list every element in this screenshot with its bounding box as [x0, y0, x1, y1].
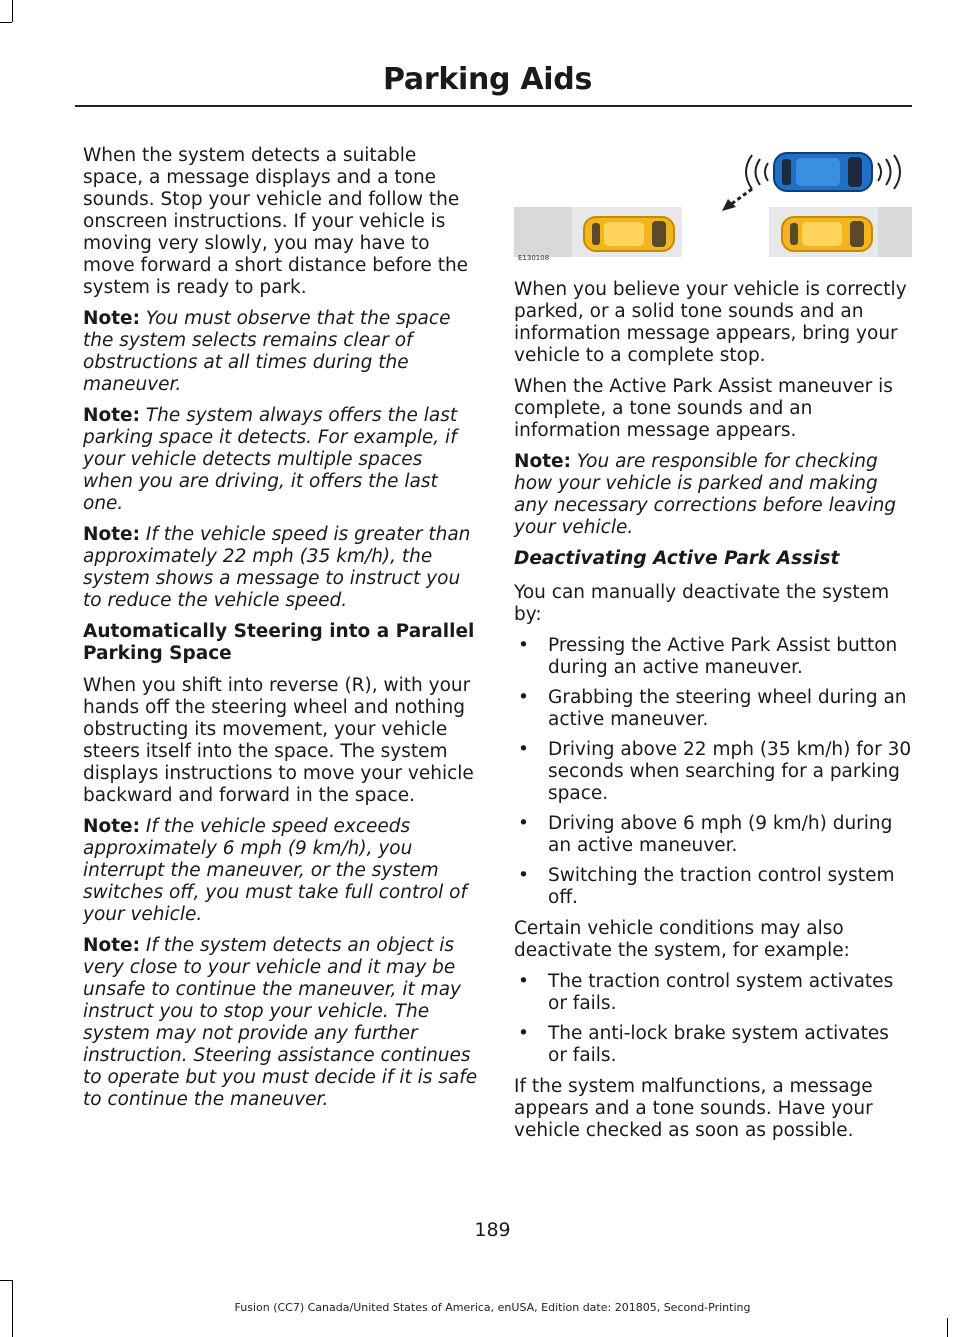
footer: Fusion (CC7) Canada/United States of America, enUSA, Edition date: 201805, Second-Printing: [234, 1301, 751, 1314]
paragraph: When the system detects a suitable space, a message displays and a tone sounds. Stop your vehicle and follow the onscreen instructions. If your vehicle is moving very slowly, you may have to move forward a short distance before the system is ready to park.: [83, 145, 469, 298]
note: [83, 524, 478, 612]
bullet: •: [518, 635, 529, 656]
section-heading: Automatically Steering into a Parallel Parking Space: [83, 621, 475, 664]
paragraph: When you shift into reverse (R), with your hands off the steering wheel and nothing obstructing its movement, your vehicle steers itself into the space. The system displays instructions to move your vehicle backward and forward in the space.: [83, 675, 474, 806]
list-item-text: Driving above 22 mph (35 km/h) for 30 seconds when searching for a parking space.: [548, 739, 912, 804]
list-item-text: Switching the traction control system off.: [548, 865, 895, 908]
note-label: Note:: [83, 935, 140, 956]
parking-diagram: [514, 145, 912, 263]
list-item-text: Grabbing the steering wheel during an active maneuver.: [548, 687, 907, 730]
note: [514, 451, 912, 539]
paragraph: If the system malfunctions, a message appears and a tone sounds. Have your vehicle checked as soon as possible.: [514, 1076, 873, 1141]
bullet: •: [518, 739, 529, 760]
page-title: Parking Aids: [383, 62, 592, 97]
paragraph: When the Active Park Assist maneuver is complete, a tone sounds and an information message appears.: [514, 376, 893, 441]
left-column: [83, 145, 478, 1120]
note: [83, 935, 478, 1111]
active-vehicle: [774, 153, 872, 191]
section-heading: Deactivating Active Park Assist: [514, 548, 840, 569]
note-text: The system always offers the last parking space it detects. For example, if your vehicle detects multiple spaces when you are driving, it offers the last one.: [83, 405, 458, 514]
note: [83, 308, 478, 396]
list-item-text: The traction control system activates or fails.: [548, 971, 894, 1014]
bullet: •: [518, 865, 529, 886]
reverse-arrow-icon: [722, 189, 752, 211]
crop-mark: [12, 0, 13, 22]
list-item: [514, 1023, 912, 1067]
note-text: You are responsible for checking how your vehicle is parked and making any necessary corrections before leaving your vehicle.: [514, 451, 897, 538]
note-label: Note:: [514, 451, 571, 472]
note: [83, 405, 478, 515]
paragraph: Certain vehicle conditions may also deactivate the system, for example:: [514, 918, 850, 961]
note-text: If the vehicle speed is greater than approximately 22 mph (35 km/h), the system shows a message to instruct you to reduce the vehicle speed.: [83, 524, 471, 611]
list-item-text: The anti-lock brake system activates or fails.: [548, 1023, 889, 1066]
list-item: [514, 739, 912, 805]
parked-car-front: [584, 217, 674, 251]
list-item: [514, 865, 912, 909]
list-item: [514, 687, 912, 731]
crop-mark: [947, 1318, 948, 1337]
list-item: [514, 635, 912, 679]
bullet: •: [518, 813, 529, 834]
note-label: Note:: [83, 816, 140, 837]
note: [83, 816, 478, 926]
crop-mark: [0, 22, 12, 23]
list-item: [514, 971, 912, 1015]
list-item: [514, 813, 912, 857]
bullet: •: [518, 1023, 529, 1044]
list-item-text: Pressing the Active Park Assist button during an active maneuver.: [548, 635, 898, 678]
parking-illustration: [514, 145, 912, 263]
note-text: If the vehicle speed exceeds approximately 6 mph (9 km/h), you interrupt the maneuver, or the system switches off, you must take full control of your vehicle.: [83, 816, 467, 925]
curb-block: [878, 207, 912, 257]
crop-mark: [0, 1280, 12, 1281]
note-text: If the system detects an object is very close to your vehicle and it may be unsafe to continue the maneuver, it may instruct you to stop your vehicle. The system may not provide any further instruction. Steering assistance continues to operate but you must decide if it is safe to continue the maneuver.: [83, 935, 478, 1110]
note-label: Note:: [83, 308, 140, 329]
conditions-list: [514, 971, 912, 1067]
paragraph: When you believe your vehicle is correctly parked, or a solid tone sounds and an information message appears, bring your vehicle to a complete stop.: [514, 279, 907, 366]
paragraph: You can manually deactivate the system by:: [514, 582, 890, 625]
deactivation-list: [514, 635, 912, 909]
figure-code: E130108: [518, 254, 550, 262]
page-number: 189: [474, 1219, 511, 1241]
list-item-text: Driving above 6 mph (9 km/h) during an active maneuver.: [548, 813, 893, 856]
parked-car-rear: [782, 217, 872, 251]
bullet: •: [518, 971, 529, 992]
note-text: You must observe that the space the system selects remains clear of obstructions at all times during the maneuver.: [83, 308, 451, 395]
bullet: •: [518, 687, 529, 708]
note-label: Note:: [83, 524, 140, 545]
header-divider: [75, 105, 912, 107]
right-column: [514, 145, 912, 1151]
note-label: Note:: [83, 405, 140, 426]
